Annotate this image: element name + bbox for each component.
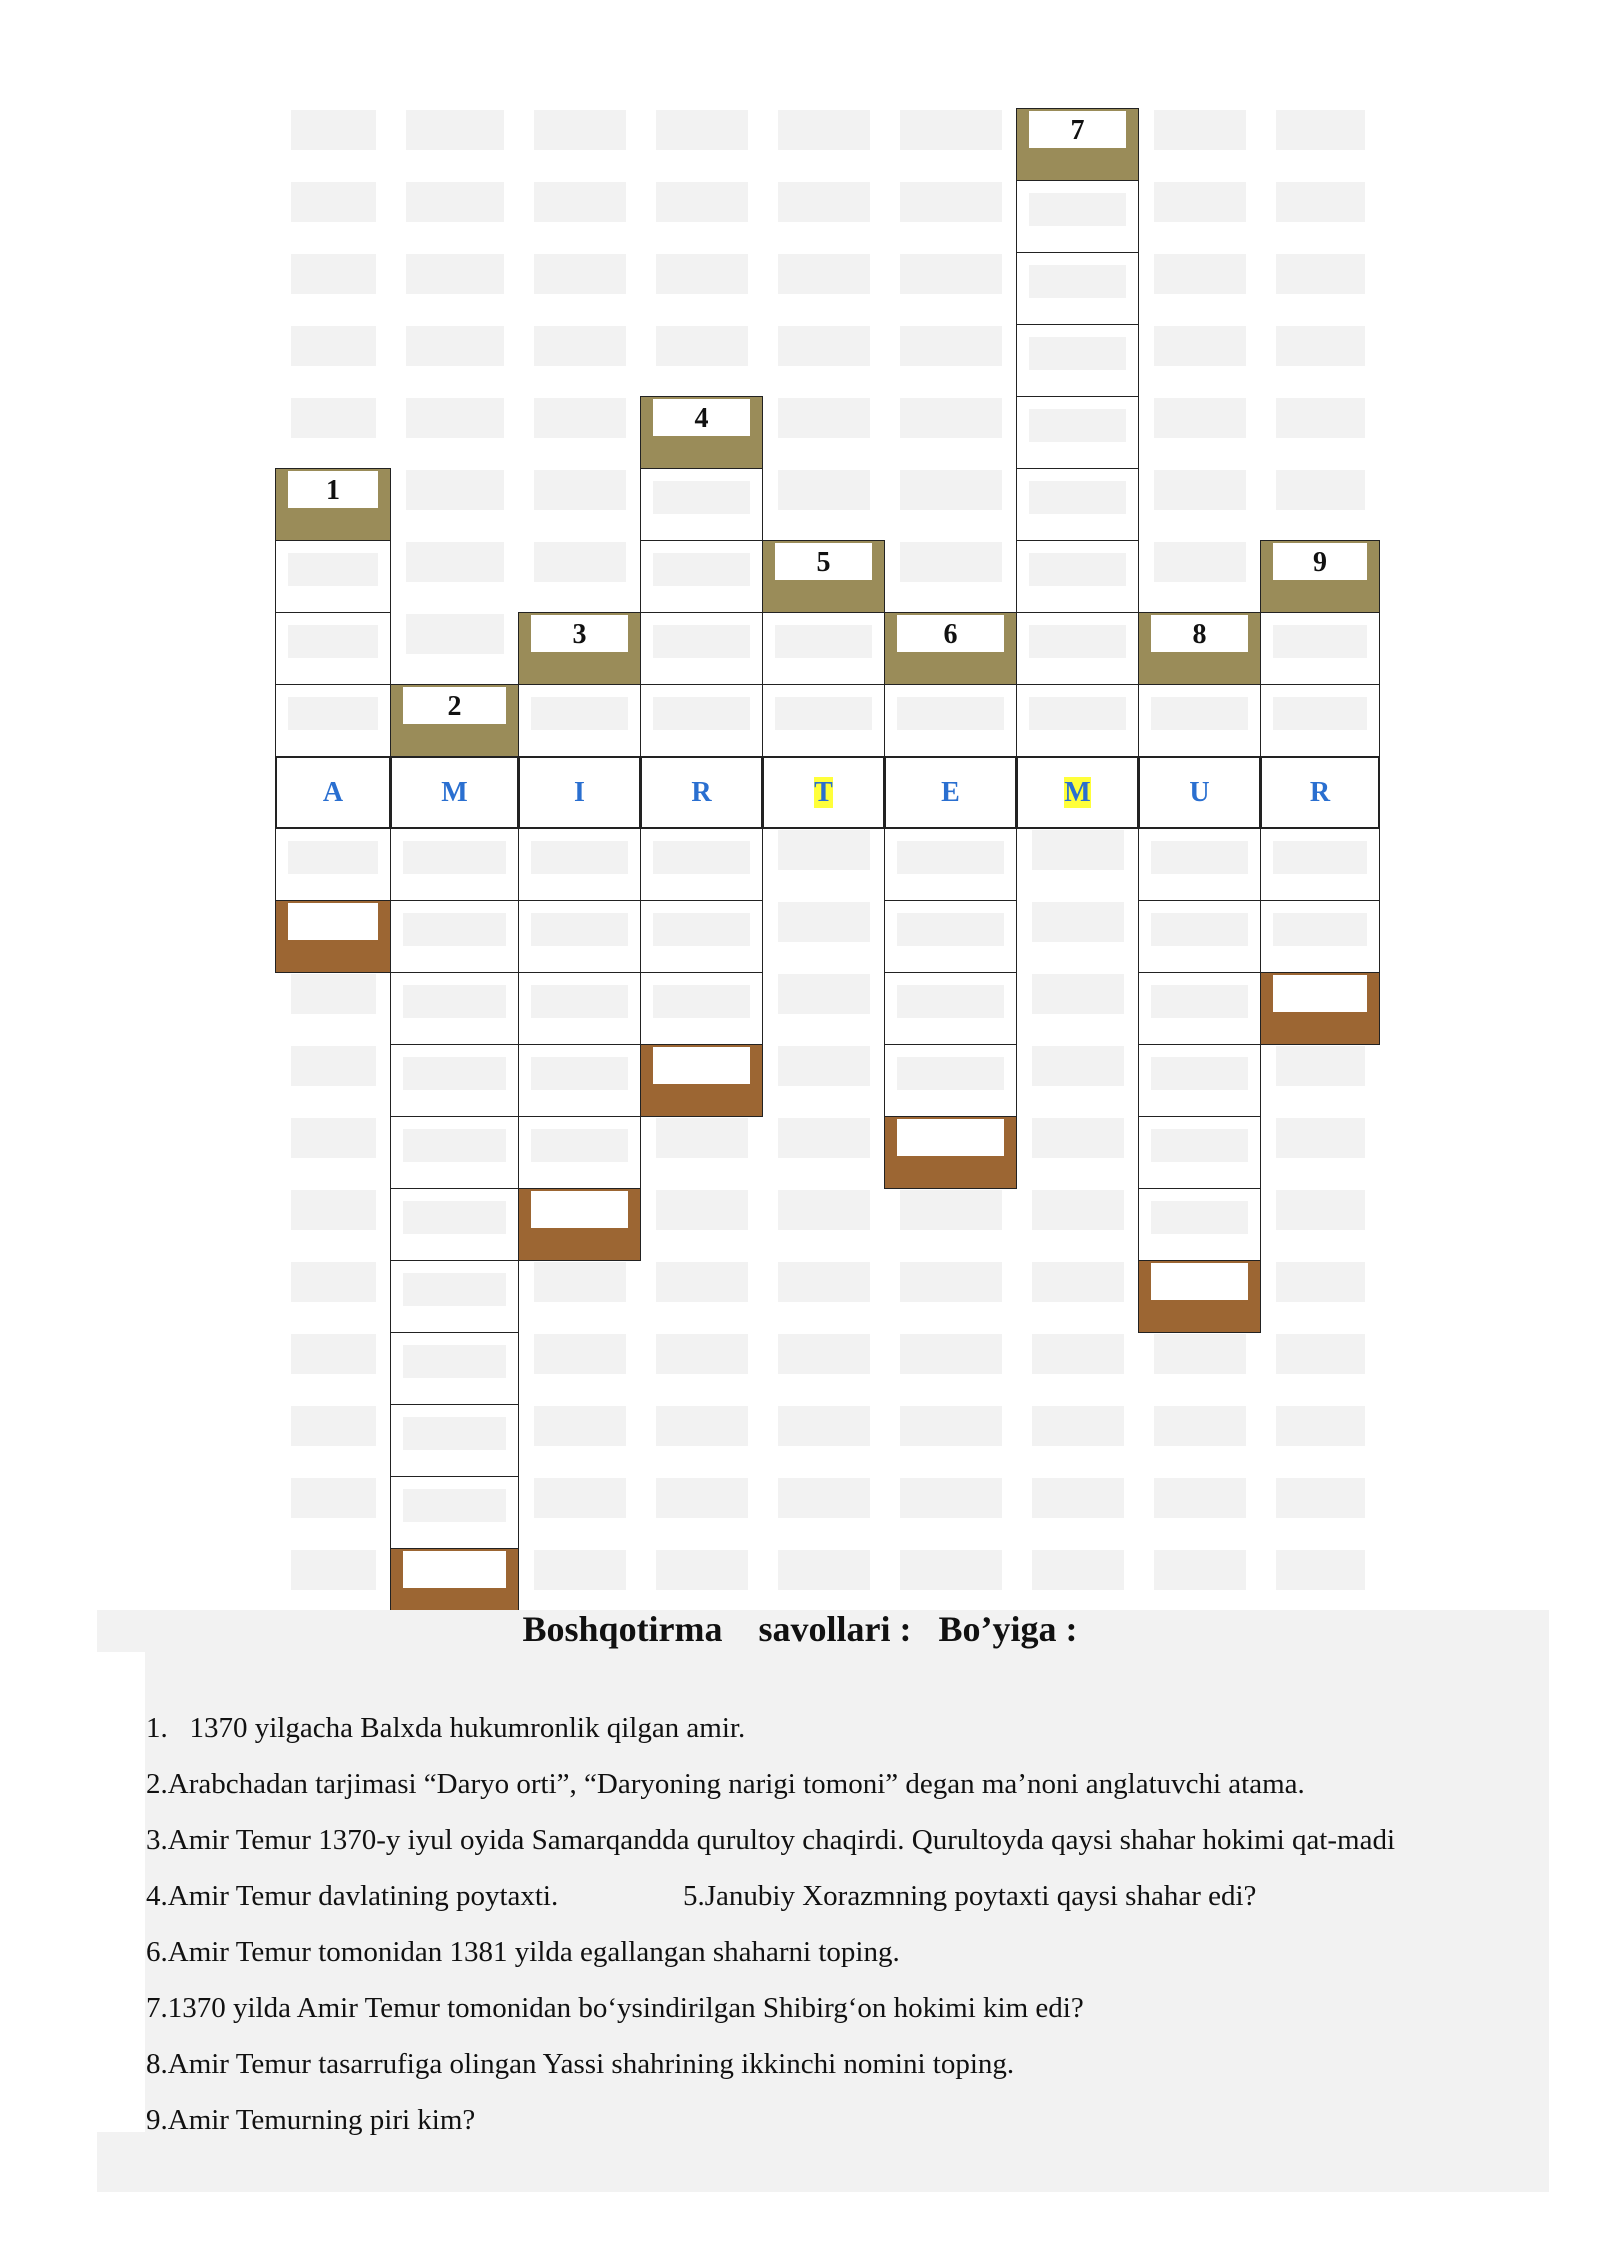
question-7: 7.1370 yilda Amir Temur tomonidan bo‘ysindirilgan Shibirg‘on hokimi kim edi? — [146, 1992, 1084, 2024]
grid-background-cell — [778, 254, 870, 294]
cell-fill — [897, 1119, 1004, 1156]
cell-fill — [775, 697, 872, 730]
answer-cell — [518, 684, 641, 757]
grid-background-cell — [778, 1046, 870, 1086]
clue-number: 2 — [447, 691, 462, 722]
answer-cell — [1138, 684, 1261, 757]
answer-cell — [1138, 1116, 1261, 1189]
grid-background-cell — [1276, 1190, 1365, 1230]
cell-fill — [531, 697, 628, 730]
cell-fill — [1151, 697, 1248, 730]
cell-fill — [403, 1057, 506, 1090]
cell-fill — [1151, 1201, 1248, 1234]
cell-fill — [897, 841, 1004, 874]
cell-fill — [1151, 1263, 1248, 1300]
cell-fill — [653, 697, 750, 730]
answer-cell — [518, 1116, 641, 1189]
grid-background-cell — [1154, 398, 1246, 438]
answer-cell — [1138, 828, 1261, 901]
answer-cell — [390, 1116, 519, 1189]
question-4: 4.Amir Temur davlatining poytaxti. — [146, 1880, 559, 1912]
answer-cell — [1016, 252, 1139, 325]
answer-end-cell-3 — [518, 1188, 641, 1261]
questions-title: Boshqotirma savollari : Bo’yiga : — [522, 1609, 1078, 1649]
grid-background-cell — [1032, 1046, 1124, 1086]
grid-background-cell — [534, 1406, 626, 1446]
clue-number: 4 — [694, 403, 709, 434]
grid-background-cell — [900, 1262, 1002, 1302]
answer-cell — [1138, 972, 1261, 1045]
grid-background-cell — [900, 1190, 1002, 1230]
cell-fill — [653, 1047, 750, 1084]
key-letter: U — [1189, 777, 1210, 808]
cell-fill — [1029, 697, 1126, 730]
answer-cell — [1138, 1044, 1261, 1117]
answer-cell — [1260, 828, 1380, 901]
grid-background-cell — [1154, 326, 1246, 366]
cell-fill — [897, 913, 1004, 946]
cell-fill — [531, 841, 628, 874]
grid-background-cell — [406, 470, 504, 510]
grid-background-cell — [291, 1046, 376, 1086]
grid-background-cell — [291, 1262, 376, 1302]
cell-fill — [403, 1345, 506, 1378]
grid-background-cell — [291, 1118, 376, 1158]
grid-background-cell — [534, 470, 626, 510]
clue-number: 9 — [1313, 547, 1327, 578]
answer-cell — [1016, 684, 1139, 757]
grid-background-cell — [534, 1478, 626, 1518]
grid-background-cell — [1032, 830, 1124, 870]
grid-background-cell — [534, 254, 626, 294]
grid-background-cell — [291, 398, 376, 438]
grid-background-cell — [778, 974, 870, 1014]
answer-cell — [390, 1260, 519, 1333]
grid-background-cell — [900, 1478, 1002, 1518]
cell-fill — [1151, 913, 1248, 946]
grid-background-cell — [900, 1334, 1002, 1374]
grid-background-cell — [534, 1334, 626, 1374]
answer-cell — [275, 540, 391, 613]
key-letter-cell-3 — [518, 756, 641, 829]
grid-background-cell — [534, 1262, 626, 1302]
grid-background-cell — [1154, 542, 1246, 582]
cell-fill — [1029, 265, 1126, 298]
key-letter-cell-2 — [390, 756, 519, 829]
answer-cell — [640, 612, 763, 685]
grid-background-cell — [534, 542, 626, 582]
clue-number: 6 — [943, 619, 958, 650]
key-letter: E — [941, 777, 960, 808]
cell-fill — [897, 697, 1004, 730]
cell-fill — [1273, 625, 1367, 658]
grid-background-cell — [656, 1550, 748, 1590]
answer-cell — [640, 540, 763, 613]
key-letter-cell-4 — [640, 756, 763, 829]
answer-cell — [1260, 900, 1380, 973]
grid-background-cell — [291, 974, 376, 1014]
grid-background-cell — [406, 110, 504, 150]
answer-cell — [275, 828, 391, 901]
answer-cell — [1016, 324, 1139, 397]
grid-background-cell — [1276, 1262, 1365, 1302]
cell-fill — [1273, 975, 1367, 1012]
question-5: 5.Janubiy Xorazmning poytaxti qaysi shahar edi? — [683, 1880, 1257, 1912]
grid-background-cell — [1154, 1406, 1246, 1446]
cell-fill — [531, 985, 628, 1018]
question-1: 1. 1370 yilgacha Balxda hukumronlik qilgan amir. — [146, 1712, 746, 1744]
grid-background-cell — [1154, 470, 1246, 510]
cell-fill — [1151, 841, 1248, 874]
grid-background-cell — [406, 326, 504, 366]
grid-background-cell — [1154, 1550, 1246, 1590]
answer-cell — [390, 1476, 519, 1549]
grid-background-cell — [900, 326, 1002, 366]
grid-background-cell — [1032, 1190, 1124, 1230]
cell-fill — [403, 1273, 506, 1306]
grid-background-cell — [406, 398, 504, 438]
grid-background-cell — [534, 398, 626, 438]
key-letter: M — [1064, 777, 1091, 808]
grid-background-cell — [1032, 1406, 1124, 1446]
grid-background-cell — [900, 470, 1002, 510]
key-letter: I — [574, 777, 585, 808]
answer-cell — [640, 828, 763, 901]
clue-number-cell-4 — [640, 396, 763, 469]
grid-background-cell — [656, 110, 748, 150]
clue-number: 5 — [816, 547, 831, 578]
key-letter: A — [322, 777, 344, 808]
grid-background-cell — [1276, 1046, 1365, 1086]
grid-background-cell — [291, 254, 376, 294]
answer-cell — [884, 900, 1017, 973]
question-2: 2.Arabchadan tarjimasi “Daryo orti”, “Daryoning narigi tomoni” degan ma’noni anglatuvchi atama. — [146, 1768, 1305, 1800]
question-6: 6.Amir Temur tomonidan 1381 yilda egallangan shaharni toping. — [146, 1936, 900, 1968]
grid-background-cell — [1154, 1334, 1246, 1374]
grid-background-cell — [406, 542, 504, 582]
key-letter-cell-9 — [1260, 756, 1380, 829]
answer-cell — [884, 828, 1017, 901]
grid-background-cell — [778, 1550, 870, 1590]
answer-cell — [1016, 468, 1139, 541]
grid-background-cell — [900, 254, 1002, 294]
grid-background-cell — [900, 110, 1002, 150]
clue-number-cell-9 — [1260, 540, 1380, 613]
cell-fill — [1029, 193, 1126, 226]
cell-fill — [653, 481, 750, 514]
grid-background-cell — [656, 1478, 748, 1518]
answer-cell — [275, 612, 391, 685]
cell-fill — [1273, 697, 1367, 730]
grid-background-cell — [1276, 398, 1365, 438]
grid-background-cell — [778, 902, 870, 942]
grid-background-cell — [291, 1478, 376, 1518]
answer-cell — [518, 1044, 641, 1117]
grid-background-cell — [1032, 1118, 1124, 1158]
question-9: 9.Amir Temurning piri kim? — [146, 2104, 476, 2136]
grid-background-cell — [1276, 1550, 1365, 1590]
answer-cell — [1138, 900, 1261, 973]
grid-background-cell — [1276, 326, 1365, 366]
key-letter-cell-6 — [884, 756, 1017, 829]
grid-background-cell — [1154, 1478, 1246, 1518]
grid-background-cell — [656, 1406, 748, 1446]
cell-fill — [531, 1191, 628, 1228]
cell-fill — [288, 841, 378, 874]
grid-background-cell — [406, 254, 504, 294]
grid-background-cell — [900, 1550, 1002, 1590]
clue-number: 3 — [572, 619, 587, 650]
grid-background-cell — [778, 1262, 870, 1302]
panel-margin — [97, 1652, 145, 2132]
grid-background-cell — [291, 182, 376, 222]
cell-fill — [1029, 409, 1126, 442]
cell-fill — [897, 985, 1004, 1018]
answer-cell — [1016, 396, 1139, 469]
cell-fill — [531, 1129, 628, 1162]
answer-cell — [390, 972, 519, 1045]
grid-background-cell — [778, 110, 870, 150]
clue-number-cell-7 — [1016, 108, 1139, 181]
grid-background-cell — [778, 326, 870, 366]
key-letter-cell-7 — [1016, 756, 1139, 829]
grid-background-cell — [291, 1190, 376, 1230]
key-letter: M — [441, 777, 468, 808]
answer-cell — [1138, 1188, 1261, 1261]
answer-cell — [518, 972, 641, 1045]
grid-background-cell — [1032, 902, 1124, 942]
answer-cell — [518, 828, 641, 901]
question-8: 8.Amir Temur tasarrufiga olingan Yassi shahrining ikkinchi nomini toping. — [146, 2048, 1015, 2080]
grid-background-cell — [900, 1406, 1002, 1446]
question-3: 3.Amir Temur 1370-y iyul oyida Samarqandda qurultoy chaqirdi. Qurultoyda qaysi shahar hokimi qat-madi — [146, 1824, 1396, 1856]
grid-background-cell — [1032, 1262, 1124, 1302]
answer-end-cell-9 — [1260, 972, 1380, 1045]
cell-fill — [1151, 1057, 1248, 1090]
clue-number-cell-3 — [518, 612, 641, 685]
cell-fill — [1151, 985, 1248, 1018]
answer-cell — [884, 684, 1017, 757]
grid-background-cell — [1276, 254, 1365, 294]
grid-background-cell — [1032, 1550, 1124, 1590]
cell-fill — [403, 1551, 506, 1588]
grid-background-cell — [778, 1334, 870, 1374]
cell-fill — [288, 697, 378, 730]
grid-background-cell — [778, 1190, 870, 1230]
answer-cell — [640, 900, 763, 973]
answer-cell — [1016, 180, 1139, 253]
grid-background-cell — [1032, 974, 1124, 1014]
grid-background-cell — [656, 326, 748, 366]
clue-number-cell-1 — [275, 468, 391, 541]
grid-background-cell — [778, 830, 870, 870]
cell-fill — [403, 1417, 506, 1450]
answer-cell — [884, 972, 1017, 1045]
cell-fill — [403, 985, 506, 1018]
cell-fill — [403, 1129, 506, 1162]
grid-background-cell — [1276, 1118, 1365, 1158]
clue-number-cell-5 — [762, 540, 885, 613]
answer-cell — [1260, 684, 1380, 757]
grid-background-cell — [1154, 182, 1246, 222]
grid-background-cell — [656, 1118, 748, 1158]
grid-background-cell — [1276, 110, 1365, 150]
cell-fill — [1029, 481, 1126, 514]
grid-background-cell — [1276, 1334, 1365, 1374]
cell-fill — [1029, 625, 1126, 658]
cell-fill — [653, 841, 750, 874]
answer-cell — [275, 684, 391, 757]
answer-cell — [762, 684, 885, 757]
clue-number-cell-6 — [884, 612, 1017, 685]
answer-cell — [390, 1404, 519, 1477]
answer-end-cell-6 — [884, 1116, 1017, 1189]
clue-number: 8 — [1192, 619, 1207, 650]
grid-background-cell — [656, 254, 748, 294]
grid-background-cell — [1276, 1406, 1365, 1446]
grid-background-cell — [291, 110, 376, 150]
answer-cell — [390, 1332, 519, 1405]
grid-background-cell — [778, 182, 870, 222]
grid-background-cell — [778, 470, 870, 510]
clue-number-cell-8 — [1138, 612, 1261, 685]
grid-background-cell — [534, 182, 626, 222]
cell-fill — [403, 1201, 506, 1234]
answer-cell — [518, 900, 641, 973]
answer-cell — [640, 972, 763, 1045]
cell-fill — [531, 1057, 628, 1090]
grid-background-cell — [534, 110, 626, 150]
answer-cell — [1016, 540, 1139, 613]
grid-background-cell — [1154, 254, 1246, 294]
cell-fill — [653, 625, 750, 658]
grid-background-cell — [778, 398, 870, 438]
answer-cell — [390, 828, 519, 901]
grid-background-cell — [291, 1406, 376, 1446]
grid-background-cell — [291, 1550, 376, 1590]
cell-fill — [1273, 913, 1367, 946]
answer-end-cell-1 — [275, 900, 391, 973]
answer-cell — [640, 684, 763, 757]
cell-fill — [403, 913, 506, 946]
clue-number-cell-2 — [390, 684, 519, 757]
answer-cell — [640, 468, 763, 541]
grid-background-cell — [778, 1406, 870, 1446]
cell-fill — [288, 553, 378, 586]
cell-fill — [653, 985, 750, 1018]
answer-cell — [1260, 612, 1380, 685]
cell-fill — [653, 553, 750, 586]
grid-background-cell — [656, 1262, 748, 1302]
grid-background-cell — [1032, 1478, 1124, 1518]
answer-cell — [884, 1044, 1017, 1117]
grid-background-cell — [656, 182, 748, 222]
grid-background-cell — [778, 1118, 870, 1158]
answer-cell — [390, 1188, 519, 1261]
cell-fill — [531, 913, 628, 946]
answer-cell — [1016, 612, 1139, 685]
key-letter-cell-8 — [1138, 756, 1261, 829]
cell-fill — [653, 913, 750, 946]
cell-fill — [403, 1489, 506, 1522]
grid-background-cell — [1276, 182, 1365, 222]
grid-background-cell — [406, 614, 504, 654]
grid-background-cell — [534, 1550, 626, 1590]
cell-fill — [1029, 553, 1126, 586]
grid-background-cell — [291, 1334, 376, 1374]
cell-fill — [288, 625, 378, 658]
clue-number: 7 — [1070, 115, 1085, 146]
answer-end-cell-4 — [640, 1044, 763, 1117]
grid-background-cell — [900, 542, 1002, 582]
cell-fill — [288, 903, 378, 940]
answer-cell — [762, 612, 885, 685]
cell-fill — [403, 841, 506, 874]
grid-background-cell — [1276, 470, 1365, 510]
grid-background-cell — [900, 398, 1002, 438]
cell-fill — [897, 1057, 1004, 1090]
clue-number: 1 — [326, 475, 340, 506]
cell-fill — [1151, 1129, 1248, 1162]
key-letter-cell-1 — [275, 756, 391, 829]
answer-cell — [390, 1044, 519, 1117]
grid-background-cell — [656, 1190, 748, 1230]
answer-end-cell-8 — [1138, 1260, 1261, 1333]
key-letter: R — [691, 777, 712, 808]
cell-fill — [1273, 841, 1367, 874]
grid-background-cell — [656, 1334, 748, 1374]
grid-background-cell — [1032, 1334, 1124, 1374]
grid-background-cell — [1154, 110, 1246, 150]
grid-background-cell — [291, 326, 376, 366]
key-letter: R — [1309, 777, 1331, 808]
key-letter-cell-5 — [762, 756, 885, 829]
cell-fill — [775, 625, 872, 658]
grid-background-cell — [778, 1478, 870, 1518]
key-letter: T — [814, 777, 833, 808]
answer-cell — [390, 900, 519, 973]
cell-fill — [1029, 337, 1126, 370]
grid-background-cell — [900, 182, 1002, 222]
grid-background-cell — [1276, 1478, 1365, 1518]
grid-background-cell — [534, 326, 626, 366]
grid-background-cell — [406, 182, 504, 222]
